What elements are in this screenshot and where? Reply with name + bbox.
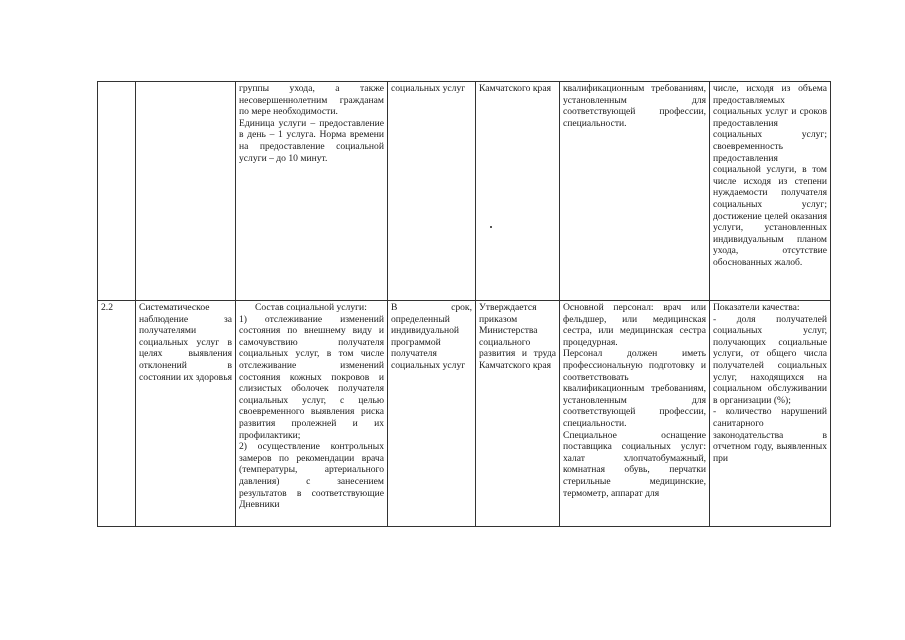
service-term-cell: социальных услуг: [388, 82, 476, 301]
service-term-cell: В срок, определенный индивидуальной программой получателя социальных услуг: [388, 301, 476, 527]
row-number-cell: [98, 82, 136, 301]
service-content-cell: [236, 301, 388, 527]
quality-indicators-cell: Показатели качества: - доля получателей социальных услуг, получающих социальные услуги, от общего числа получателей социальных услуг, находящихся на социальном обслуживании в организации (%); - количество нарушений санитарного законодательства в отчетном году, выявленных при: [710, 301, 831, 527]
row-number-cell: 2.2: [98, 301, 136, 527]
table-row: [98, 301, 831, 527]
quality-indicators-cell: числе, исходя из объема предоставляемых социальных услуг и сроков предоставления социальных услуг; своевременность предоставления социальной услуги, в том числе исходя из степени нуждаемости получателя социальных услуг; достижение целей оказания услуги, установленных индивидуальным планом ухода, отсутствие обоснованных жалоб.: [710, 82, 831, 301]
content-heading: Состав социальной услуги:: [255, 302, 367, 313]
service-content-cell: группы ухода, а также несовершеннолетним гражданам по мере необходимости. Единица услуги – предоставление в день – 1 услуга. Норма времени на предоставление социальной услуги – до 10 минут.: [236, 82, 388, 301]
service-name-cell: [136, 82, 236, 301]
table-row: [98, 82, 831, 301]
social-services-standards-table: [97, 81, 831, 527]
service-standard-cell: Камчатского края: [476, 82, 560, 301]
content-body: 1) отслеживание изменений состояния по внешнему виду и самочувствию получателя социальных услуг, в том числе отслеживание изменений состояния кожных покровов и слизистых оболочек получателя социальных услуг, с целью своевременного выявления риска развития пролежней и их профилактики; 2) осуществление контрольных замеров по рекомендации врача (температуры, артериального давления) с занесением результатов в соответствующие Дневники: [239, 313, 384, 511]
service-conditions-cell: Основной персонал: врач или фельдшер, или медицинская сестра, или медицинская сестра процедурная. Персонал должен иметь профессиональную подготовку и соответствовать квалификационным требованиям, установленным для соответствующей профессии, специальности. Специальное оснащение поставщика социальных услуг: халат хлопчатобумажный, комнатная обувь, перчатки стерильные медицинские, термометр, аппарат для: [560, 301, 710, 527]
service-standard-cell: Утверждается приказом Министерства социального развития и труда Камчатского края: [476, 301, 560, 527]
service-conditions-cell: квалификационным требованиям, установленным для соответствующей профессии, специальности.: [560, 82, 710, 301]
scan-speck: [490, 226, 492, 228]
service-name-cell: Систематическое наблюдение за получателями социальных услуг в целях выявления отклонений в состоянии их здоровья: [136, 301, 236, 527]
